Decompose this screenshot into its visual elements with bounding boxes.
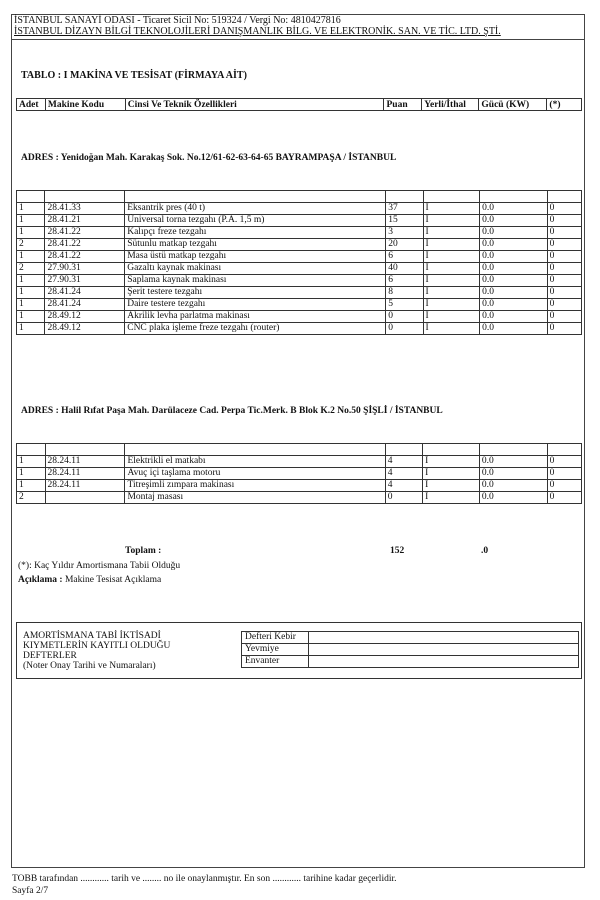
cell-gucu: 0.0 <box>480 215 548 227</box>
col-gucu: Gücü (KW) <box>479 99 547 111</box>
register-box-text <box>23 631 170 671</box>
cell-adet: 1 <box>17 311 45 323</box>
register-row-defteri-kebir <box>242 632 579 644</box>
cell-makine-kodu: 27.90.31 <box>45 275 125 287</box>
cell-gucu: 0.0 <box>480 287 548 299</box>
cell-asterisk: 0 <box>547 492 581 504</box>
cell-puan: 4 <box>385 468 422 480</box>
cell-puan: 6 <box>386 251 423 263</box>
cell-cinsi: CNC plaka işleme freze tezgahı (router) <box>125 323 386 335</box>
register-line: KIYMETLERİN KAYITLI OLDUĞU <box>23 641 171 651</box>
cell-asterisk <box>547 444 581 456</box>
cell-gucu: 0.0 <box>479 480 547 492</box>
cell-asterisk <box>547 191 581 203</box>
cell-makine-kodu: 28.41.22 <box>45 227 125 239</box>
register-line: DEFTERLER <box>23 651 77 661</box>
cell-gucu: 0.0 <box>480 275 548 287</box>
cell-puan: 4 <box>385 456 422 468</box>
cell-gucu: 0.0 <box>480 203 548 215</box>
cell-gucu: 0.0 <box>480 323 548 335</box>
cell-cinsi: Montaj masası <box>125 492 385 504</box>
register-row-yevmiye <box>242 644 579 656</box>
total-puan: 152 <box>390 546 405 556</box>
cell-asterisk: 0 <box>547 299 581 311</box>
col-yerli-ithal: Yerli/İthal <box>422 99 479 111</box>
table-row <box>17 323 582 335</box>
header-divider <box>11 39 585 40</box>
cell-makine-kodu <box>45 492 125 504</box>
cell-asterisk: 0 <box>547 311 581 323</box>
cell-yerli-ithal: I <box>423 311 480 323</box>
cell-puan: 4 <box>385 480 422 492</box>
cell-adet <box>17 444 46 456</box>
cell-makine-kodu: 28.41.21 <box>45 215 125 227</box>
cell-cinsi: Saplama kaynak makinası <box>125 275 386 287</box>
cell-gucu <box>480 191 548 203</box>
cell-asterisk: 0 <box>547 456 581 468</box>
cell-gucu: 0.0 <box>480 263 548 275</box>
cell-asterisk: 0 <box>547 275 581 287</box>
col-adet: Adet <box>17 99 46 111</box>
cell-puan: 0 <box>386 311 423 323</box>
cell-cinsi: Avuç içi taşlama motoru <box>125 468 385 480</box>
cell-makine-kodu: 28.49.12 <box>45 311 125 323</box>
table-row <box>17 456 582 468</box>
register-value <box>309 644 579 656</box>
cell-gucu: 0.0 <box>480 299 548 311</box>
cell-asterisk: 0 <box>547 287 581 299</box>
cell-asterisk: 0 <box>547 251 581 263</box>
table-row <box>17 227 582 239</box>
cell-gucu: 0.0 <box>480 311 548 323</box>
register-label: Defteri Kebir <box>242 632 309 644</box>
cell-adet: 1 <box>17 275 45 287</box>
cell-cinsi: Gazaltı kaynak makinası <box>125 263 386 275</box>
cell-cinsi <box>125 191 386 203</box>
cell-puan: 0 <box>385 492 422 504</box>
table-row <box>17 215 582 227</box>
cell-yerli-ithal: I <box>423 203 480 215</box>
table-row <box>17 239 582 251</box>
cell-puan: 40 <box>386 263 423 275</box>
cell-asterisk: 0 <box>547 239 581 251</box>
cell-makine-kodu: 28.41.24 <box>45 299 125 311</box>
cell-cinsi: Üniversal torna tezgahı (P.A. 1,5 m) <box>125 215 386 227</box>
table-row <box>17 287 582 299</box>
total-power: .0 <box>481 546 489 556</box>
cell-puan: 15 <box>386 215 423 227</box>
cell-asterisk: 0 <box>547 323 581 335</box>
col-asterisk: (*) <box>547 99 582 111</box>
cell-gucu: 0.0 <box>479 456 547 468</box>
machine-table-1 <box>16 190 582 335</box>
cell-gucu: 0.0 <box>479 492 547 504</box>
cell-makine-kodu: 28.24.11 <box>45 468 125 480</box>
blank-row <box>17 191 582 203</box>
cell-puan: 37 <box>386 203 423 215</box>
cell-asterisk: 0 <box>547 203 581 215</box>
footer-page-number: Sayfa 2/7 <box>12 886 49 896</box>
description-label: Açıklama : <box>18 575 63 585</box>
cell-adet: 1 <box>17 287 45 299</box>
cell-puan <box>385 444 422 456</box>
table-title: TABLO : I MAKİNA VE TESİSAT (FİRMAYA AİT) <box>21 70 247 81</box>
col-puan: Puan <box>384 99 422 111</box>
cell-yerli-ithal: I <box>423 456 480 468</box>
blank-row <box>17 444 582 456</box>
cell-adet: 1 <box>17 480 46 492</box>
cell-adet: 1 <box>17 227 45 239</box>
cell-yerli-ithal: I <box>423 299 480 311</box>
cell-gucu: 0.0 <box>480 239 548 251</box>
cell-gucu: 0.0 <box>479 468 547 480</box>
cell-adet: 1 <box>17 323 45 335</box>
table-row <box>17 468 582 480</box>
register-table <box>241 631 579 668</box>
cell-makine-kodu: 28.24.11 <box>45 456 125 468</box>
col-cinsi: Cinsi Ve Teknik Özellikleri <box>125 99 384 111</box>
cell-cinsi: Daire testere tezgahı <box>125 299 386 311</box>
col-makine-kodu: Makine Kodu <box>45 99 125 111</box>
cell-adet: 2 <box>17 492 46 504</box>
cell-yerli-ithal: I <box>423 263 480 275</box>
cell-makine-kodu <box>45 444 125 456</box>
cell-adet: 1 <box>17 203 45 215</box>
cell-makine-kodu: 28.41.22 <box>45 251 125 263</box>
asterisk-note: (*): Kaç Yıldır Amortismana Tabii Olduğu <box>18 561 181 571</box>
table-row <box>17 263 582 275</box>
cell-asterisk: 0 <box>547 215 581 227</box>
cell-yerli-ithal <box>423 191 480 203</box>
cell-adet: 1 <box>17 456 46 468</box>
register-row-envanter <box>242 656 579 668</box>
cell-asterisk: 0 <box>547 468 581 480</box>
register-value <box>309 632 579 644</box>
cell-cinsi: Şerit testere tezgahı <box>125 287 386 299</box>
cell-puan <box>386 191 423 203</box>
cell-gucu: 0.0 <box>480 227 548 239</box>
address-1: ADRES : Yenidoğan Mah. Karakaş Sok. No.12/61-62-63-64-65 BAYRAMPAŞA / İSTANBUL <box>21 153 397 163</box>
header-company-name: İSTANBUL DİZAYN BİLGİ TEKNOLOJİLERİ DANIŞMANLIK BİLG. VE ELEKTRONİK. SAN. VE TİC. LTD. ŞTİ. <box>14 26 501 37</box>
table-row <box>17 299 582 311</box>
cell-yerli-ithal: I <box>423 239 480 251</box>
cell-makine-kodu: 28.41.24 <box>45 287 125 299</box>
cell-yerli-ithal: I <box>423 492 480 504</box>
cell-cinsi: Kalıpçı freze tezgahı <box>125 227 386 239</box>
cell-cinsi <box>125 444 385 456</box>
table-row <box>17 480 582 492</box>
cell-cinsi: Akrilik levha parlatma makinası <box>125 311 386 323</box>
cell-yerli-ithal: I <box>423 287 480 299</box>
cell-yerli-ithal: I <box>423 251 480 263</box>
cell-makine-kodu: 28.41.22 <box>45 239 125 251</box>
description-value: Makine Tesisat Açıklama <box>64 575 162 585</box>
register-line: AMORTİSMANA TABİ İKTİSADİ <box>23 631 161 641</box>
register-label: Envanter <box>242 656 309 668</box>
cell-yerli-ithal: I <box>423 323 480 335</box>
cell-adet: 1 <box>17 251 45 263</box>
cell-makine-kodu: 28.24.11 <box>45 480 125 492</box>
cell-yerli-ithal: I <box>423 227 480 239</box>
register-label: Yevmiye <box>242 644 309 656</box>
page-frame <box>11 14 585 868</box>
register-line: (Noter Onay Tarihi ve Numaraları) <box>23 661 156 671</box>
cell-cinsi: Titreşimli zımpara makinası <box>125 480 385 492</box>
cell-cinsi: Elektrikli el matkabı <box>125 456 385 468</box>
cell-adet: 2 <box>17 239 45 251</box>
cell-cinsi: Eksantrik pres (40 t) <box>125 203 386 215</box>
cell-puan: 5 <box>386 299 423 311</box>
cell-asterisk: 0 <box>547 227 581 239</box>
cell-gucu <box>479 444 547 456</box>
cell-asterisk: 0 <box>547 263 581 275</box>
cell-makine-kodu: 27.90.31 <box>45 263 125 275</box>
cell-yerli-ithal: I <box>423 215 480 227</box>
table-row <box>17 275 582 287</box>
table-row <box>17 311 582 323</box>
address-2: ADRES : Halil Rıfat Paşa Mah. Darülaceze Cad. Perpa Tic.Merk. B Blok K.2 No.50 ŞİŞLİ / İSTANBUL <box>21 406 443 416</box>
cell-puan: 3 <box>386 227 423 239</box>
cell-makine-kodu: 28.41.33 <box>45 203 125 215</box>
cell-makine-kodu: 28.49.12 <box>45 323 125 335</box>
cell-makine-kodu <box>45 191 125 203</box>
cell-asterisk: 0 <box>547 480 581 492</box>
cell-yerli-ithal: I <box>423 468 480 480</box>
cell-gucu: 0.0 <box>480 251 548 263</box>
footer-approval: TOBB tarafından ............ tarih ve ........ no ile onaylanmıştır. En son ............ tarihine kadar geçerlidir. <box>12 874 397 884</box>
total-label: Toplam : <box>125 546 162 556</box>
description-note <box>18 575 161 585</box>
document-header <box>14 15 501 37</box>
cell-puan: 8 <box>386 287 423 299</box>
cell-puan: 20 <box>386 239 423 251</box>
cell-adet: 1 <box>17 468 46 480</box>
cell-adet: 1 <box>17 215 45 227</box>
column-header-table <box>16 98 582 111</box>
cell-yerli-ithal: I <box>423 275 480 287</box>
table-row <box>17 203 582 215</box>
cell-yerli-ithal: I <box>423 480 480 492</box>
cell-adet <box>17 191 45 203</box>
column-header-row <box>17 99 582 111</box>
machine-table-2 <box>16 443 582 504</box>
cell-puan: 0 <box>386 323 423 335</box>
header-registry-line: İSTANBUL SANAYİ ODASI - Ticaret Sicil No: 519324 / Vergi No: 4810427816 <box>14 15 341 26</box>
table-row <box>17 251 582 263</box>
table-row <box>17 492 582 504</box>
cell-adet: 1 <box>17 299 45 311</box>
register-value <box>309 656 579 668</box>
cell-adet: 2 <box>17 263 45 275</box>
cell-yerli-ithal <box>423 444 480 456</box>
cell-puan: 6 <box>386 275 423 287</box>
cell-cinsi: Masa üstü matkap tezgahı <box>125 251 386 263</box>
cell-cinsi: Sütunlu matkap tezgahı <box>125 239 386 251</box>
